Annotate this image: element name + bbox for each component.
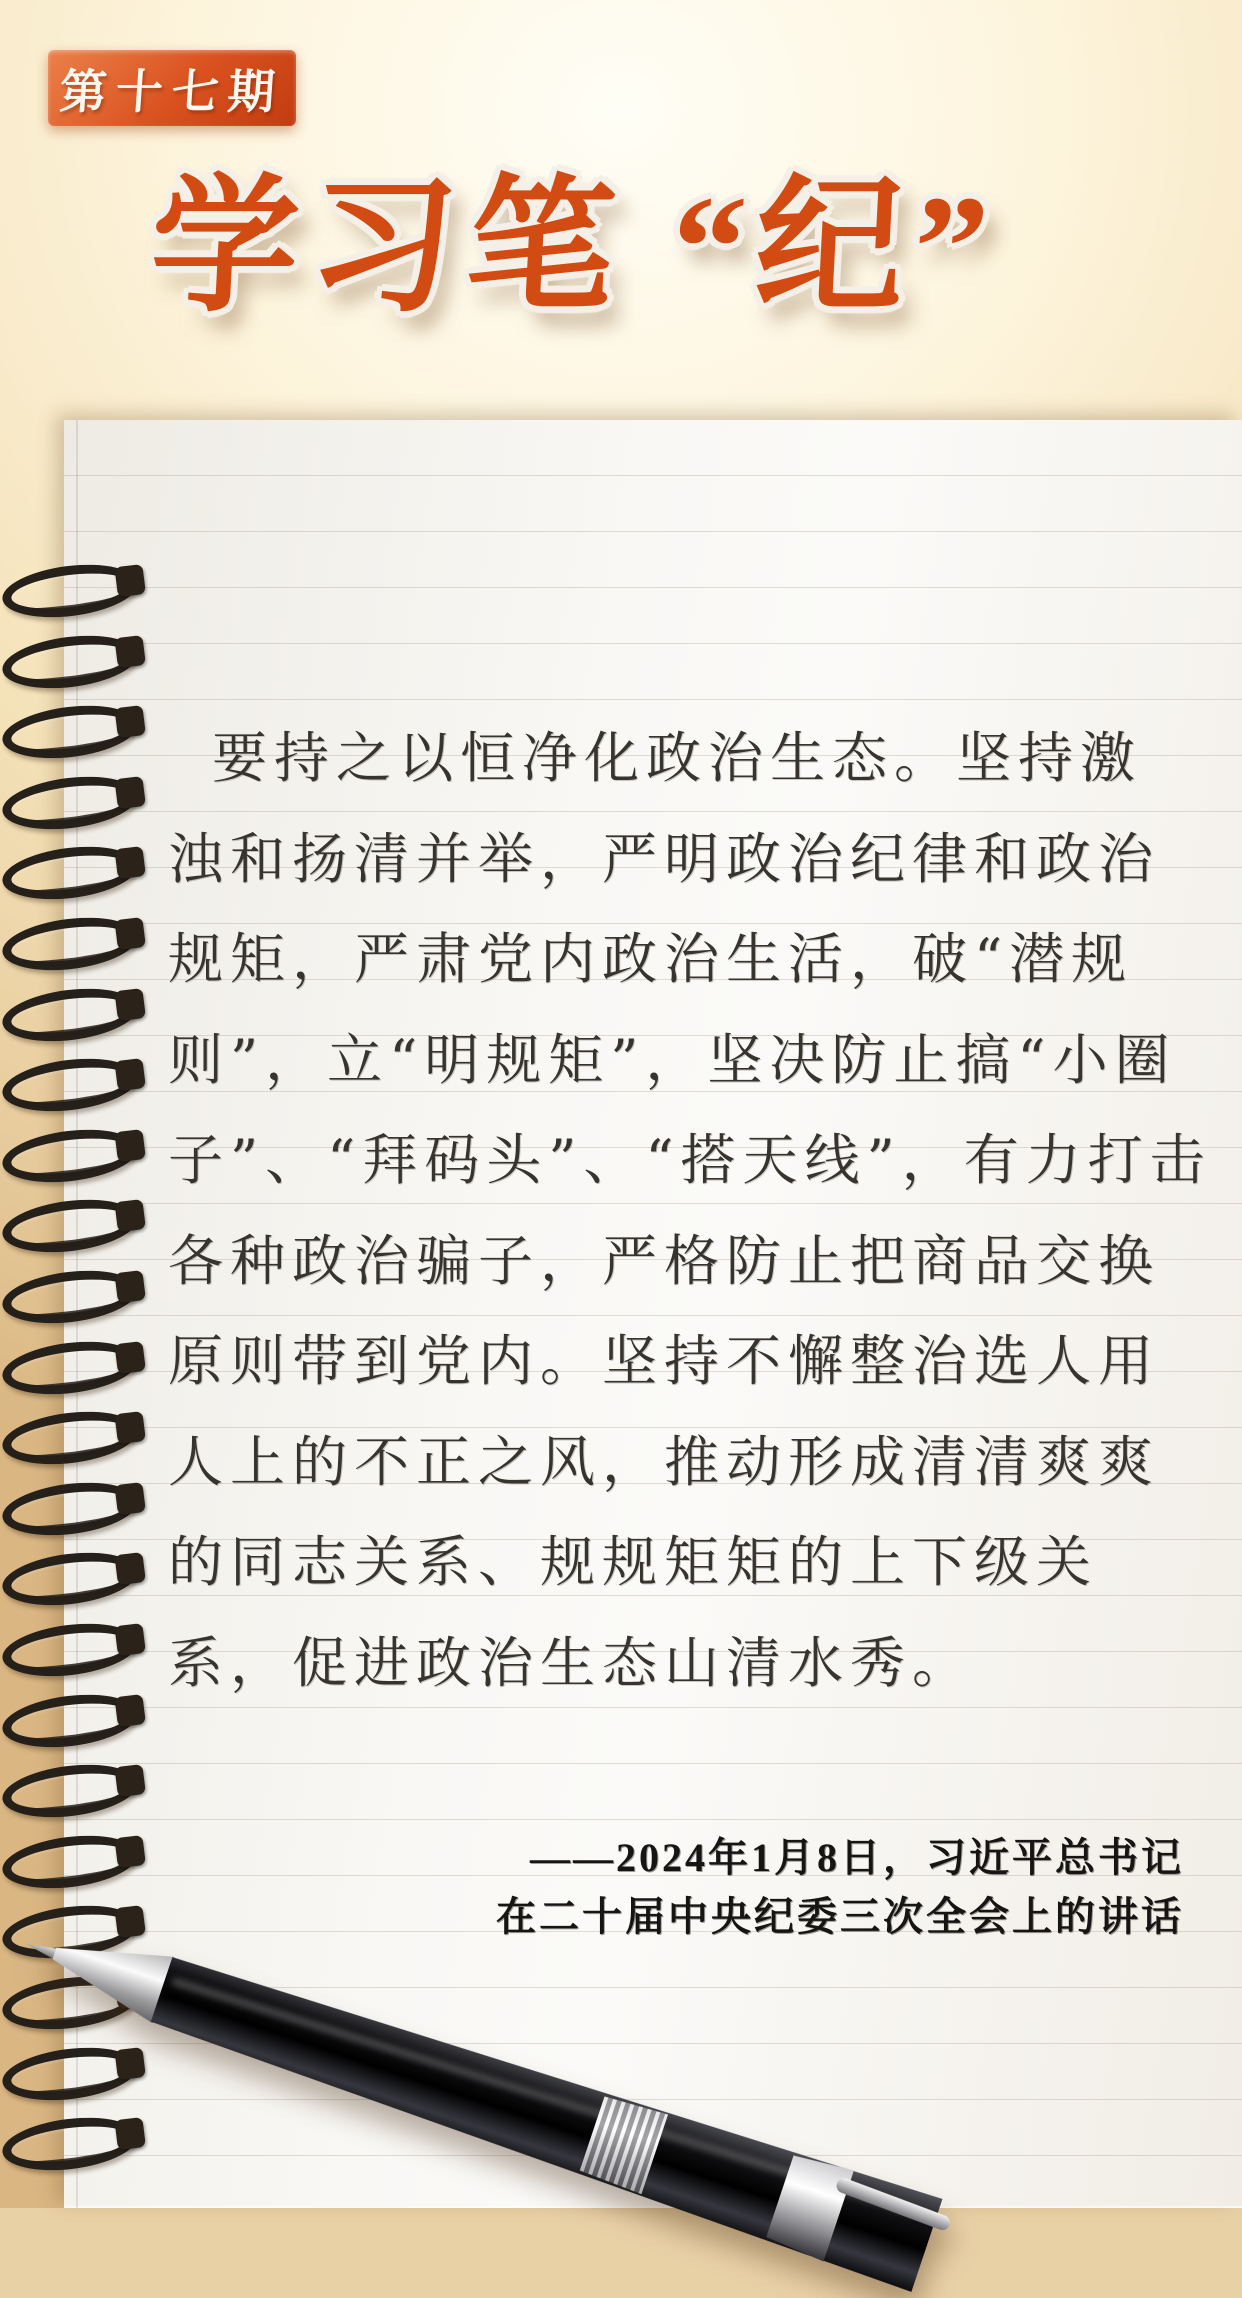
handwriting-line: 人上的不正之风，推动形成清清爽爽	[168, 1429, 1161, 1494]
issue-badge	[48, 50, 296, 126]
issue-badge-label: 第十七期	[57, 66, 286, 119]
notebook-page	[64, 420, 1242, 2208]
handwritten-quote	[168, 708, 1212, 1713]
handwriting-line: 规矩，严肃党内政治生活，破“潜规	[168, 927, 1134, 991]
handwriting-line: 子”、“拜码头”、“搭天线”，有力打击	[168, 1128, 1212, 1192]
handwriting-line: 浊和扬清并举，严明政治纪律和政治	[168, 826, 1161, 891]
quote-attribution	[496, 1828, 1184, 1946]
handwriting-line: 系，促进政治生态山清水秀。	[168, 1630, 975, 1695]
handwriting-line: 则”，立“明规矩”，坚决防止搞“小圈	[168, 1027, 1177, 1092]
page-title: 学习笔 “纪”	[146, 166, 1003, 330]
handwriting-line: 原则带到党内。坚持不懈整治选人用	[168, 1329, 1161, 1393]
handwriting-line: 要持之以恒净化政治生态。坚持激	[212, 726, 1143, 790]
handwriting-line: 的同志关系、规规矩矩的上下级关	[168, 1530, 1099, 1594]
attribution-line: 在二十届中央纪委三次全会上的讲话	[496, 1894, 1184, 1939]
handwriting-line: 各种政治骗子，严格防止把商品交换	[168, 1228, 1161, 1293]
attribution-line: ——2024年1月8日，习近平总书记	[530, 1835, 1184, 1880]
